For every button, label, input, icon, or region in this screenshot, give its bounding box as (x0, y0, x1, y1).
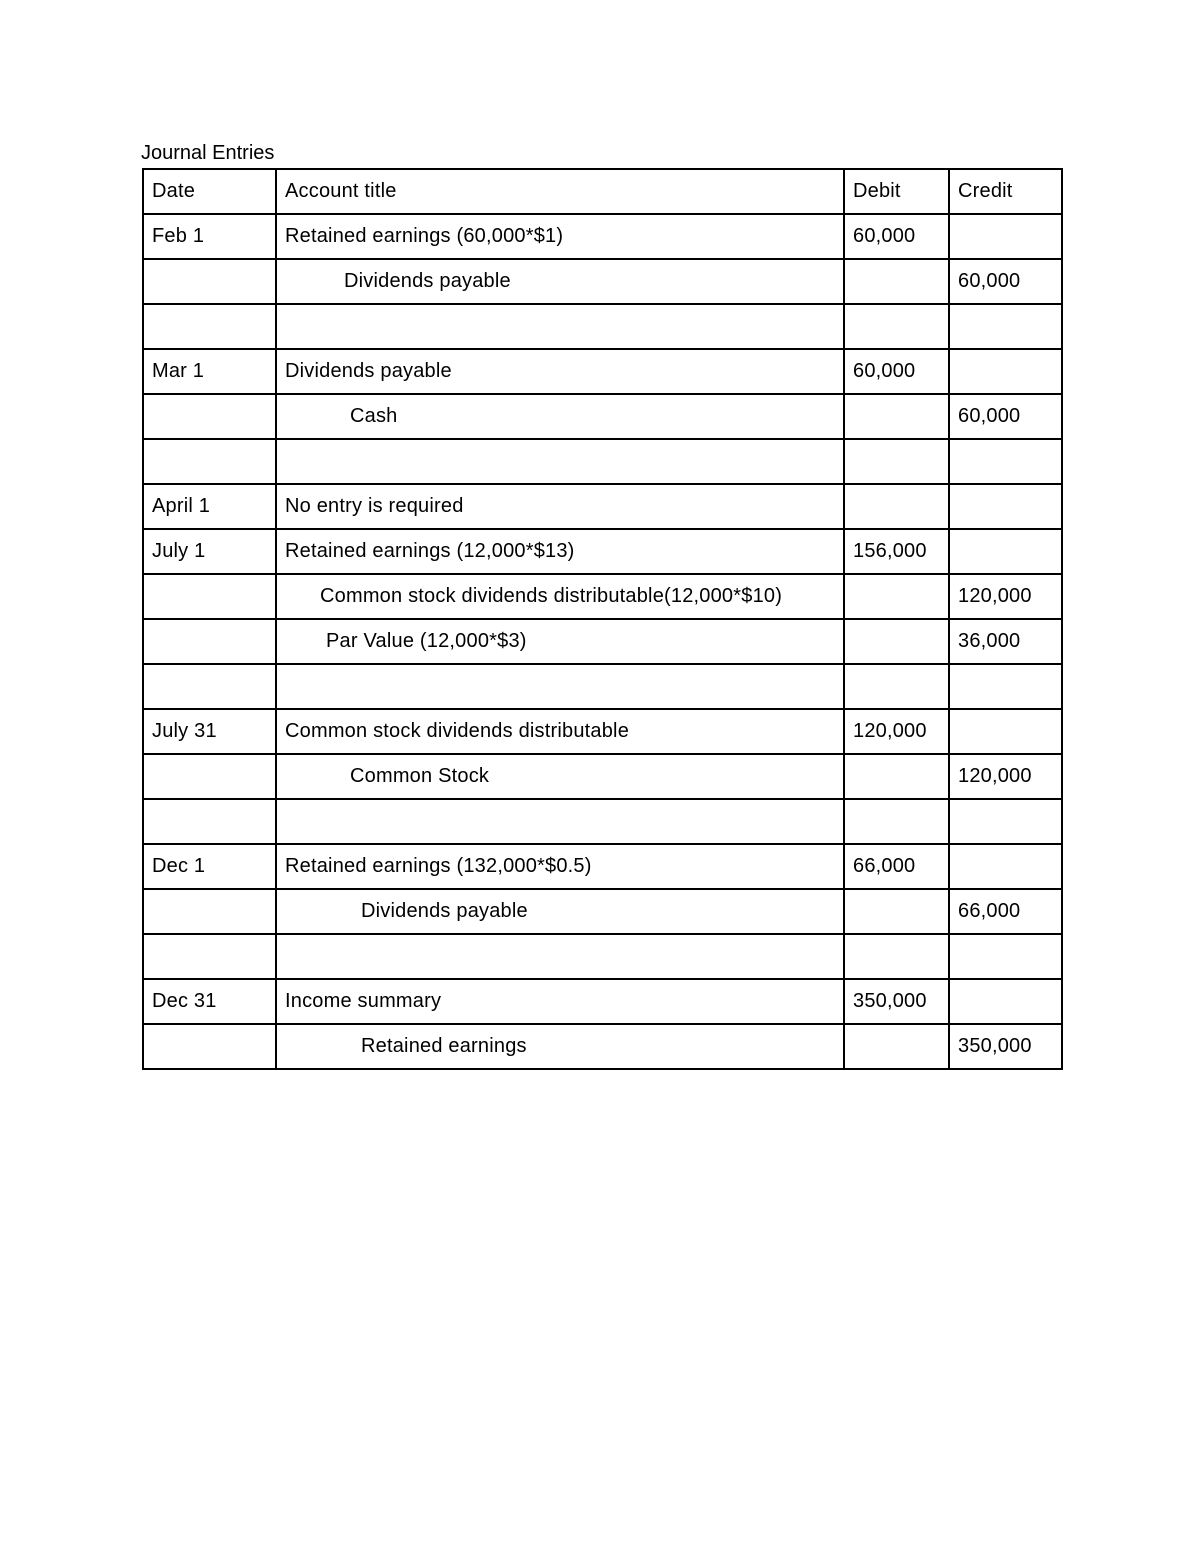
debit-cell (844, 799, 949, 844)
credit-cell: 66,000 (949, 889, 1062, 934)
credit-cell (949, 529, 1062, 574)
debit-cell (844, 664, 949, 709)
date-cell: July 31 (143, 709, 276, 754)
table-row (143, 574, 1062, 619)
account-cell: Retained earnings (12,000*$13) (276, 529, 844, 574)
table-row (143, 484, 1062, 529)
debit-cell (844, 889, 949, 934)
table-row (143, 529, 1062, 574)
date-cell (143, 934, 276, 979)
column-header-debit: Debit (844, 169, 949, 214)
date-cell (143, 439, 276, 484)
credit-cell (949, 214, 1062, 259)
credit-cell: 120,000 (949, 754, 1062, 799)
account-cell: Common stock dividends distributable(12,000*$10) (276, 574, 844, 619)
credit-cell (949, 439, 1062, 484)
table-row (143, 1024, 1062, 1069)
debit-cell: 66,000 (844, 844, 949, 889)
page-title: Journal Entries (141, 142, 275, 164)
credit-cell: 350,000 (949, 1024, 1062, 1069)
debit-cell (844, 754, 949, 799)
debit-cell (844, 394, 949, 439)
account-cell: Retained earnings (60,000*$1) (276, 214, 844, 259)
debit-cell (844, 259, 949, 304)
table-row (143, 979, 1062, 1024)
date-cell (143, 619, 276, 664)
table-row (143, 259, 1062, 304)
table-row (143, 619, 1062, 664)
debit-cell (844, 934, 949, 979)
account-cell: Income summary (276, 979, 844, 1024)
date-cell (143, 889, 276, 934)
table-row (143, 889, 1062, 934)
account-cell: Cash (276, 394, 844, 439)
table-row (143, 439, 1062, 484)
column-header-account-title: Account title (276, 169, 844, 214)
table-row (143, 664, 1062, 709)
account-cell: Common Stock (276, 754, 844, 799)
debit-cell (844, 439, 949, 484)
account-cell: Common stock dividends distributable (276, 709, 844, 754)
account-cell: Dividends payable (276, 889, 844, 934)
date-cell: Dec 31 (143, 979, 276, 1024)
credit-cell (949, 979, 1062, 1024)
credit-cell (949, 799, 1062, 844)
debit-cell (844, 574, 949, 619)
debit-cell (844, 1024, 949, 1069)
table-row (143, 844, 1062, 889)
account-cell (276, 439, 844, 484)
column-header-credit: Credit (949, 169, 1062, 214)
credit-cell (949, 304, 1062, 349)
debit-cell: 350,000 (844, 979, 949, 1024)
credit-cell (949, 844, 1062, 889)
date-cell: Dec 1 (143, 844, 276, 889)
account-cell: Par Value (12,000*$3) (276, 619, 844, 664)
account-cell: Retained earnings (276, 1024, 844, 1069)
debit-cell: 120,000 (844, 709, 949, 754)
credit-cell: 60,000 (949, 259, 1062, 304)
debit-cell: 60,000 (844, 349, 949, 394)
account-cell (276, 304, 844, 349)
date-cell (143, 574, 276, 619)
table-row (143, 934, 1062, 979)
account-cell: Dividends payable (276, 349, 844, 394)
credit-cell (949, 484, 1062, 529)
account-cell (276, 934, 844, 979)
debit-cell: 60,000 (844, 214, 949, 259)
table-row (143, 304, 1062, 349)
date-cell: Feb 1 (143, 214, 276, 259)
debit-cell: 156,000 (844, 529, 949, 574)
credit-cell (949, 664, 1062, 709)
date-cell (143, 754, 276, 799)
date-cell (143, 664, 276, 709)
account-cell (276, 799, 844, 844)
account-cell: No entry is required (276, 484, 844, 529)
table-row (143, 214, 1062, 259)
debit-cell (844, 619, 949, 664)
credit-cell (949, 349, 1062, 394)
table-row (143, 799, 1062, 844)
credit-cell: 36,000 (949, 619, 1062, 664)
date-cell (143, 304, 276, 349)
account-cell (276, 664, 844, 709)
credit-cell (949, 934, 1062, 979)
date-cell: Mar 1 (143, 349, 276, 394)
table-row (143, 349, 1062, 394)
account-cell: Retained earnings (132,000*$0.5) (276, 844, 844, 889)
table-row (143, 754, 1062, 799)
date-cell: April 1 (143, 484, 276, 529)
journal-entries-table (142, 168, 1063, 1070)
table-row (143, 709, 1062, 754)
date-cell (143, 259, 276, 304)
debit-cell (844, 304, 949, 349)
table-header-row (143, 169, 1062, 214)
credit-cell: 120,000 (949, 574, 1062, 619)
debit-cell (844, 484, 949, 529)
account-cell: Dividends payable (276, 259, 844, 304)
table-row (143, 394, 1062, 439)
column-header-date: Date (143, 169, 276, 214)
date-cell (143, 1024, 276, 1069)
credit-cell: 60,000 (949, 394, 1062, 439)
date-cell (143, 394, 276, 439)
date-cell: July 1 (143, 529, 276, 574)
credit-cell (949, 709, 1062, 754)
date-cell (143, 799, 276, 844)
